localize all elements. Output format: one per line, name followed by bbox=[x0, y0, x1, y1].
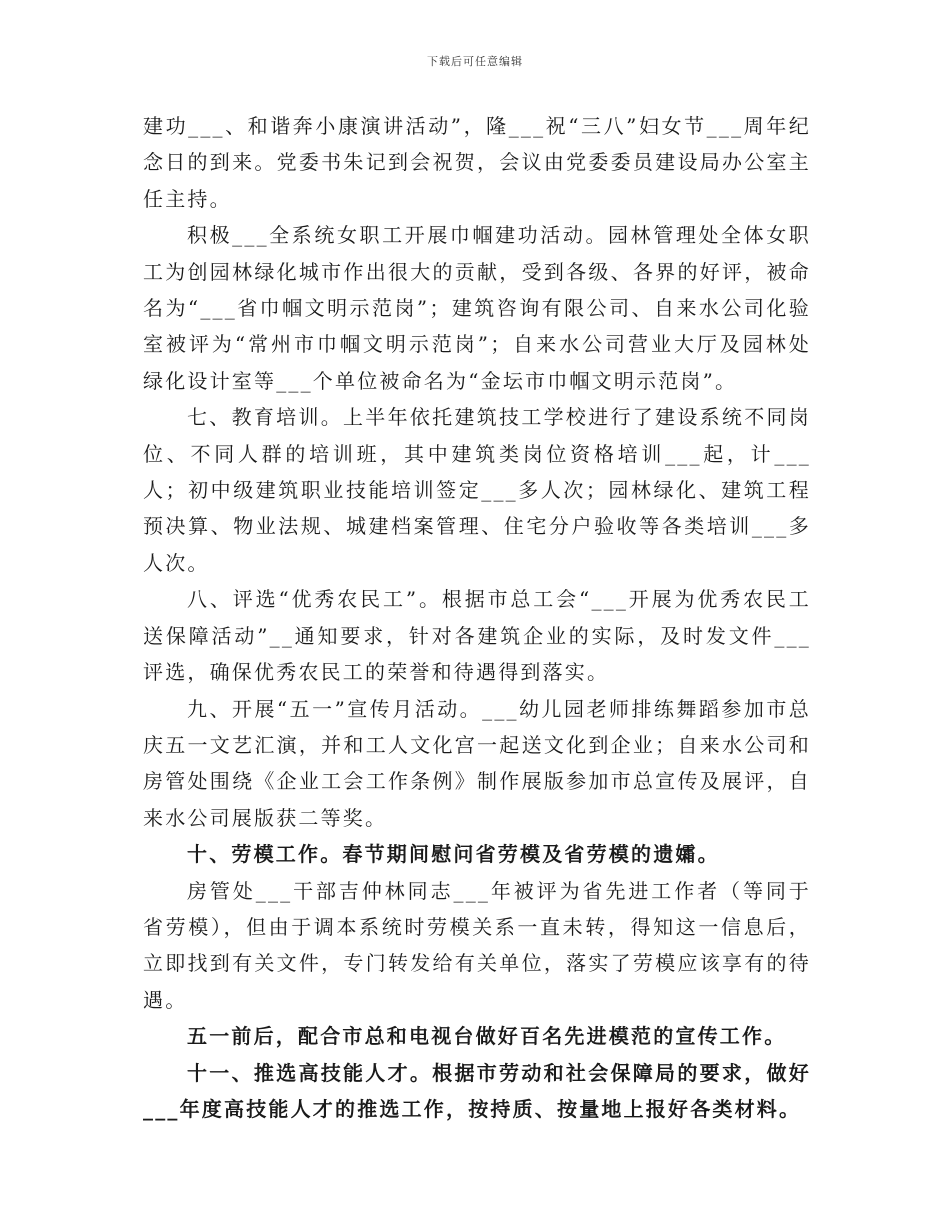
paragraph-5: 九、开展“五一”宣传月活动。___幼儿园老师排练舞蹈参加市总庆五一文艺汇演，并和工人文化宫一起送文化到企业；自来水公司和房管处围绕《企业工会工作条例》制作展版参加市总宣传及展评，自来水公司展版获二等奖。 bbox=[143, 696, 811, 830]
page-header: 下载后可任意编辑 bbox=[427, 55, 523, 68]
paragraph-2: 积极___全系统女职工开展巾帼建功活动。园林管理处全体女职工为创园林绿化城市作出很大的贡献，受到各级、各界的好评，被命名为“___省巾帼文明示范岗”；建筑咨询有限公司、自来水公司化验室被评为“常州市巾帼文明示范岗”；自来水公司营业大厅及园林处绿化设计室等___个单位被命名为“金坛市巾帼文明示范岗”。 bbox=[143, 223, 811, 393]
paragraph-3: 七、教育培训。上半年依托建筑技工学校进行了建设系统不同岗位、不同人群的培训班，其中建筑类岗位资格培训___起，计___人；初中级建筑职业技能培训签定___多人次；园林绿化、建筑工程预决算、物业法规、城建档案管理、住宅分户验收等各类培训___多人次。 bbox=[143, 405, 811, 575]
paragraph-7: 房管处___干部吉仲林同志___年被评为省先进工作者（等同于省劳模），但由于调本系统时劳模关系一直未转，得知这一信息后，立即找到有关文件，专门转发给有关单位，落实了劳模应该享有的待遇。 bbox=[143, 878, 811, 1012]
paragraph-6: 十、劳模工作。春节期间慰问省劳模及省劳模的遗孀。 bbox=[187, 842, 720, 867]
paragraph-9: 十一、推选高技能人才。根据市劳动和社会保障局的要求，做好___年度高技能人才的推选工作，按持质、按量地上报好各类材料。 bbox=[143, 1060, 811, 1121]
paragraph-8: 五一前后，配合市总和电视台做好百名先进模范的宣传工作。 bbox=[187, 1024, 787, 1049]
document-body bbox=[143, 108, 811, 1127]
paragraph-4: 八、评选“优秀农民工”。根据市总工会“___开展为优秀农民工送保障活动”__通知要求，针对各建筑企业的实际，及时发文件___评选，确保优秀农民工的荣誉和待遇得到落实。 bbox=[143, 587, 811, 685]
paragraph-1: 建功___、和谐奔小康演讲活动”，隆___祝“三八”妇女节___周年纪念日的到来。党委书朱记到会祝贺，会议由党委委员建设局办公室主任主持。 bbox=[143, 114, 811, 211]
